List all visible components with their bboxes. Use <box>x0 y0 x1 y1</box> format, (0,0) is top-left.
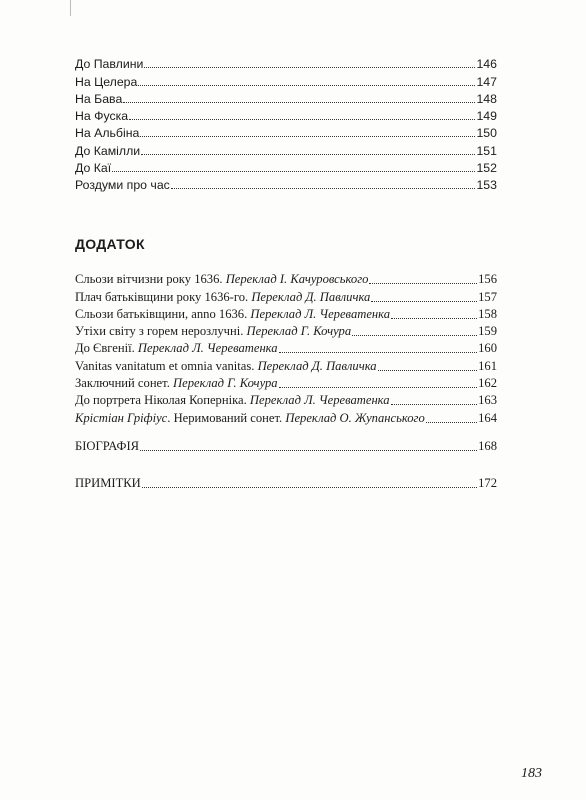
toc-entry[interactable] <box>75 175 497 192</box>
dot-leader <box>138 85 475 86</box>
dot-leader <box>171 188 476 189</box>
toc-entry-page: 153 <box>476 178 497 193</box>
toc-entry-page: 172 <box>478 476 497 491</box>
toc-entry[interactable] <box>75 71 497 88</box>
toc-entry-title <box>75 341 278 356</box>
toc-entry-title: До Каї <box>75 161 112 176</box>
toc-entry[interactable] <box>75 374 497 391</box>
toc-entry-page: 160 <box>478 341 497 356</box>
toc-entry[interactable] <box>75 339 497 356</box>
entry-translator: Переклад І. Качуровського <box>225 272 369 287</box>
dot-leader <box>369 283 477 284</box>
toc-entry-title <box>75 290 370 305</box>
toc-entry-title: До Камілли <box>75 143 141 158</box>
toc-entry-page: 156 <box>478 272 497 287</box>
toc-entry-title: ПРИМІТКИ <box>75 476 141 491</box>
toc-entry[interactable] <box>75 356 497 373</box>
toc-entry-page: 163 <box>478 393 497 408</box>
toc-entry-page: 147 <box>476 74 497 89</box>
dot-leader <box>140 450 477 451</box>
toc-entry[interactable] <box>75 270 497 287</box>
dot-leader <box>279 352 478 353</box>
toc-entry-title <box>75 324 351 339</box>
toc-entry-title <box>75 359 377 374</box>
entry-author: Крістіан Гріфіус <box>75 410 168 425</box>
toc-entry-page: 150 <box>476 126 497 141</box>
entry-title: . Неримований сонет. <box>167 410 286 425</box>
entry-title: Плач батьківщини року 1636-го. <box>75 289 252 304</box>
toc-entry-page: 168 <box>478 439 497 454</box>
dot-leader <box>352 335 477 336</box>
biography-toc <box>75 437 497 454</box>
toc-entry-title <box>75 272 368 287</box>
toc-entry[interactable] <box>75 123 497 140</box>
toc-entry-page: 162 <box>478 376 497 391</box>
toc-entry-biography[interactable] <box>75 437 497 454</box>
toc-entry-title <box>75 307 390 322</box>
toc-entry[interactable] <box>75 140 497 157</box>
toc-entry[interactable] <box>75 89 497 106</box>
toc-entry[interactable] <box>75 305 497 322</box>
toc-entry-page: 159 <box>478 324 497 339</box>
notes-toc <box>75 474 497 491</box>
toc-entry-title: На Альбіна <box>75 126 140 141</box>
poems-toc <box>75 54 497 192</box>
dot-leader <box>112 171 475 172</box>
toc-entry-page: 152 <box>476 161 497 176</box>
entry-title: До Євгенії. <box>75 341 138 356</box>
dot-leader <box>426 422 477 423</box>
toc-entry-page: 151 <box>476 143 497 158</box>
toc-entry-page: 157 <box>478 289 497 304</box>
toc-entry[interactable] <box>75 408 497 425</box>
toc-entry[interactable] <box>75 54 497 71</box>
entry-translator: Переклад Л. Череватенка <box>249 393 390 408</box>
toc-entry-page: 149 <box>476 109 497 124</box>
toc-entry-page: 164 <box>478 410 497 425</box>
entry-title: Сльози батьківщини, anno 1636. <box>75 306 251 321</box>
dot-leader <box>279 387 478 388</box>
dot-leader <box>144 67 475 68</box>
appendix-heading: ДОДАТОК <box>75 236 145 252</box>
toc-entry-title: До Павлини <box>75 57 144 72</box>
dot-leader <box>123 102 475 103</box>
appendix-toc <box>75 270 497 426</box>
entry-title: Сльози вітчизни року 1636. <box>75 272 226 287</box>
toc-entry-notes[interactable] <box>75 474 497 491</box>
dot-leader <box>142 487 477 488</box>
entry-translator: Переклад Г. Кочура <box>173 376 278 391</box>
page-number: 183 <box>521 766 542 781</box>
entry-translator: Переклад Л. Череватенка <box>250 306 391 321</box>
entry-title: До портрета Ніколая Коперніка. <box>75 393 250 408</box>
toc-entry-title <box>75 411 425 426</box>
toc-entry[interactable] <box>75 287 497 304</box>
toc-entry-page: 158 <box>478 306 497 321</box>
toc-entry[interactable] <box>75 106 497 123</box>
toc-entry-title: На Целера <box>75 74 138 89</box>
dot-leader <box>129 119 475 120</box>
toc-entry[interactable] <box>75 391 497 408</box>
toc-entry-page: 146 <box>476 57 497 72</box>
toc-entry[interactable] <box>75 158 497 175</box>
dot-leader <box>140 136 475 137</box>
entry-translator: Переклад Л. Череватенка <box>137 341 278 356</box>
toc-entry-title: На Бава <box>75 91 123 106</box>
entry-title: Vanitas vanitatum et omnia vanitas. <box>75 358 258 373</box>
gutter-mark <box>70 0 71 16</box>
toc-entry-title: Роздуми про час <box>75 178 170 193</box>
entry-title: Заключний сонет. <box>75 376 174 391</box>
toc-entry-page: 161 <box>478 358 497 373</box>
toc-entry-title <box>75 393 390 408</box>
entry-translator: Переклад О. Жупанського <box>285 410 425 425</box>
toc-entry-title: На Фуска <box>75 109 129 124</box>
entry-title: Утіхи світу з горем нерозлучні. <box>75 324 247 339</box>
dot-leader <box>391 404 478 405</box>
dot-leader <box>391 318 477 319</box>
entry-translator: Переклад Д. Павличка <box>251 289 371 304</box>
dot-leader <box>378 370 478 371</box>
toc-entry[interactable] <box>75 322 497 339</box>
entry-translator: Переклад Д. Павличка <box>257 358 377 373</box>
toc-entry-title <box>75 376 278 391</box>
dot-leader <box>141 154 475 155</box>
toc-entry-title: БІОГРАФІЯ <box>75 439 140 454</box>
toc-entry-page: 148 <box>476 91 497 106</box>
dot-leader <box>371 301 477 302</box>
entry-translator: Переклад Г. Кочура <box>246 324 352 339</box>
